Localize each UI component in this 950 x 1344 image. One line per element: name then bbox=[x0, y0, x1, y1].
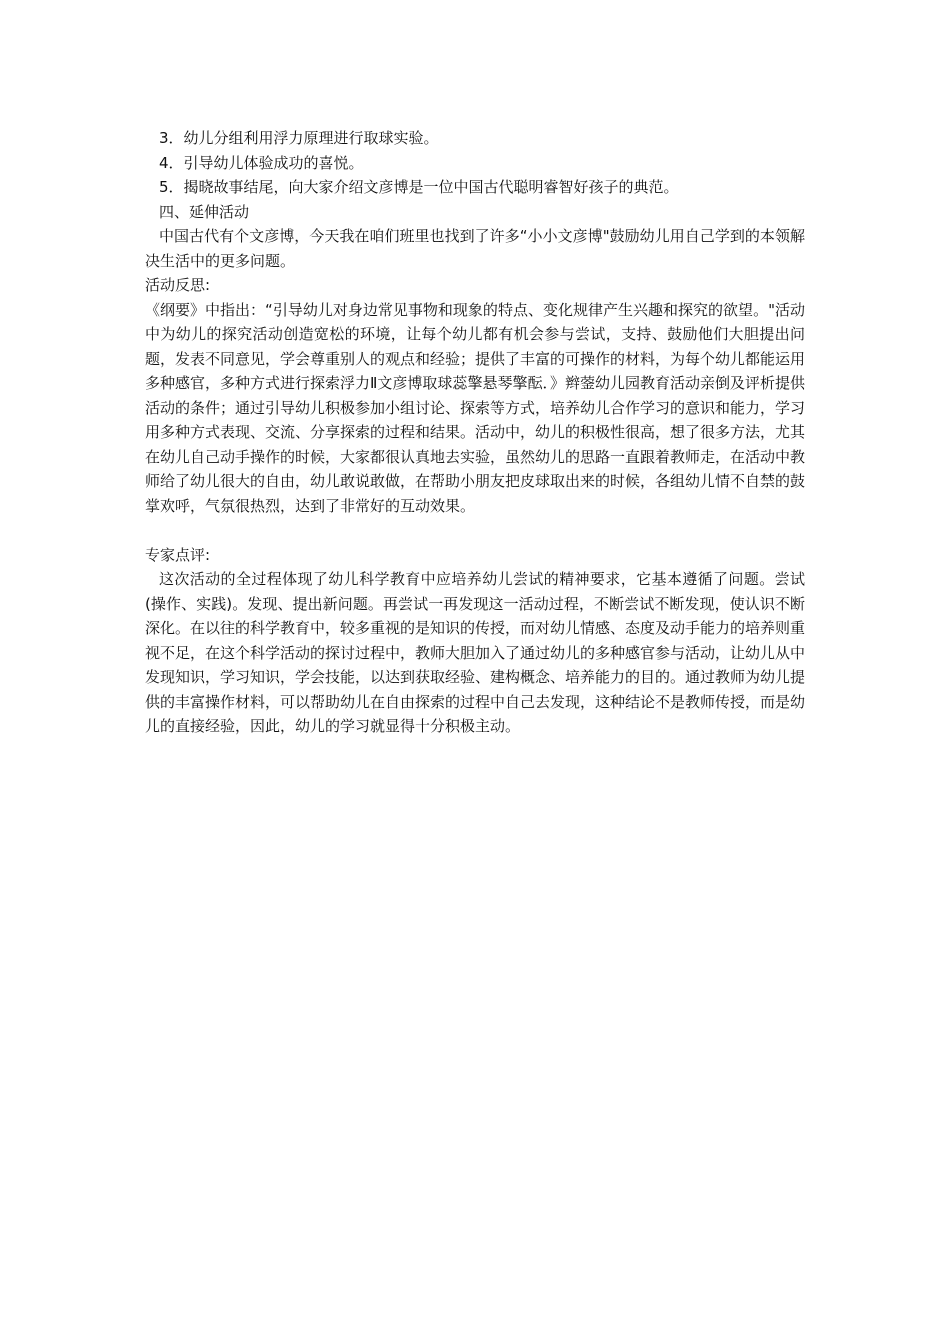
document-page bbox=[145, 126, 805, 739]
reflection-paragraph: 《纲要》中指出：“引导幼儿对身边常见事物和现象的特点、变化规律产生兴趣和探究的欲望。"活动中为幼儿的探究活动创造宽松的环境，让每个幼儿都有机会参与尝试，支持、鼓励他们大胆提出问题，发表不同意见，学会尊重别人的观点和经验；提供了丰富的可操作的材料，为每个幼儿都能运用多种感官，多种方式进行探索浮力Ⅱ文彦博取球蕊擎悬琴擎酝．》辫蓥幼儿园教育活动亲倒及评析提供活动的条件；通过引导幼儿积极参加小组讨论、探索等方式，培养幼儿合作学习的意识和能力，学习用多种方式表现、交流、分享探索的过程和结果。活动中，幼儿的积极性很高，想了很多方法，尤其在幼儿自己动手操作的时候，大家都很认真地去实验，虽然幼儿的思路一直跟着教师走，在活动中教师给了幼儿很大的自由，幼儿敢说敢做，在帮助小朋友把皮球取出来的时候，各组幼儿情不自禁的鼓掌欢呼，气氛很热烈，达到了非常好的互动效果。 bbox=[145, 300, 806, 515]
reflection-heading: 活动反思: bbox=[145, 276, 211, 294]
step-4: 4．引导幼儿体验成功的喜悦。 bbox=[159, 153, 364, 172]
expert-heading: 专家点评: bbox=[145, 545, 211, 564]
extension-paragraph: 中国古代有个文彦博，今天我在咱们班里也找到了许多“小小文彦博"鼓励幼儿用自己学到的本领解决生活中的更多问题。 bbox=[145, 227, 805, 270]
paragraph-gap bbox=[145, 518, 805, 543]
step-5: 5．揭晓故事结尾，向大家介绍文彦博是一位中国古代聪明睿智好孩子的典范。 bbox=[159, 178, 679, 196]
step-3: 3．幼儿分组利用浮力原理进行取球实验。 bbox=[159, 129, 439, 147]
section-heading-extension: 四、延伸活动 bbox=[159, 202, 250, 221]
expert-paragraph: 这次活动的全过程体现了幼儿科学教育中应培养幼儿尝试的精神要求，它基本遵循了问题。尝试(操作、实践)。发现、提出新问题。再尝试一再发现这一活动过程，不断尝试不断发现，使认识不断深化。在以往的科学教育中，较多重视的是知识的传授，而对幼儿情感、态度及动手能力的培养则重视不足，在这个科学活动的探讨过程中，教师大胆加入了通过幼儿的多种感官参与活动，让幼儿从中发现知识，学习知识，学会技能，以达到获取经验、建构概念、培养能力的目的。通过教师为幼儿提供的丰富操作材料，可以帮助幼儿在自由探索的过程中自己去发现，这种结论不是教师传授，而是幼儿的直接经验，因此，幼儿的学习就显得十分积极主动。 bbox=[145, 570, 806, 735]
